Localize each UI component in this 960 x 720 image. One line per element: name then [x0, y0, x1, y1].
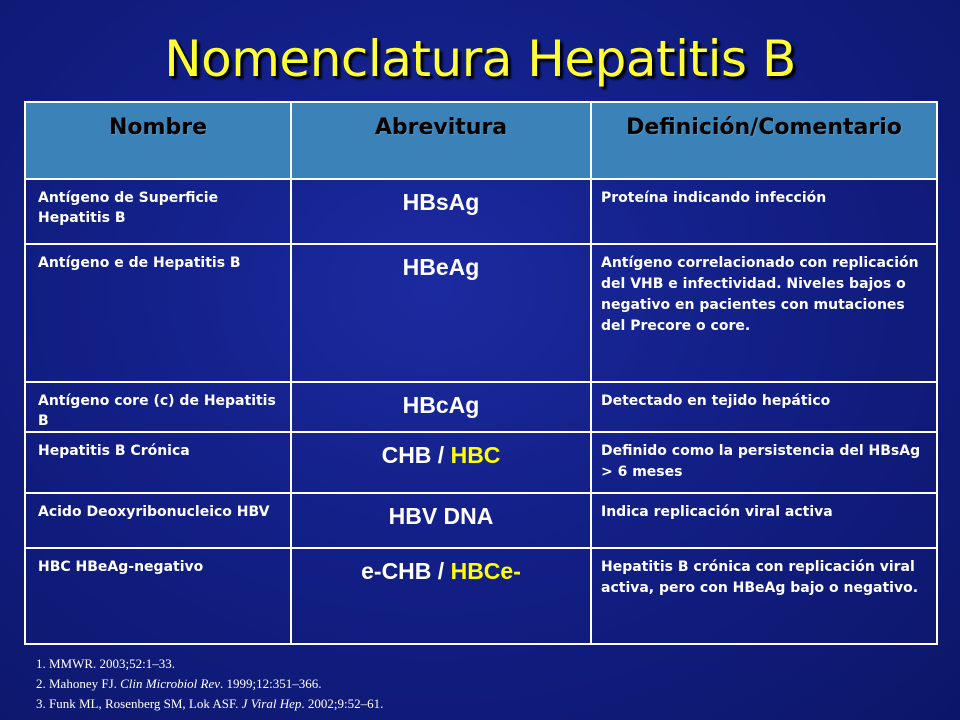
cell-abbreviation: HBcAg [291, 382, 591, 432]
cell-abbreviation [291, 432, 591, 493]
slide-title: Nomenclatura Hepatitis B [164, 30, 796, 88]
table-row [25, 244, 937, 382]
header-abbreviation: Abrevitura [291, 102, 591, 179]
cell-definition: Hepatitis B crónica con replicación viral activa, pero con HBeAg bajo o negativo. [591, 548, 937, 644]
cell-name: Hepatitis B Crónica [25, 432, 291, 493]
reference-item: 1. MMWR. 2003;52:1–33. [36, 656, 176, 671]
table-row [25, 179, 937, 244]
cell-name: HBC HBeAg-negativo [25, 548, 291, 644]
reference-item: 3. Funk ML, Rosenberg SM, Lok ASF. J Viral Hep. 2002;9:52–61. [36, 696, 384, 711]
abbr-highlight: HBC [450, 442, 501, 468]
header-name: Nombre [25, 102, 291, 179]
cell-name: Antígeno core (c) de Hepatitis B [25, 382, 291, 432]
reference-item: 2. Mahoney FJ. Clin Microbiol Rev. 1999;12:351–366. [36, 676, 322, 691]
table-row [25, 382, 937, 432]
cell-definition: Definido como la persistencia del HBsAg > 6 meses [591, 432, 937, 493]
table-header-row [25, 102, 937, 179]
cell-name: Antígeno de Superficie Hepatitis B [25, 179, 291, 244]
journal-name: Clin Microbiol Rev [120, 676, 221, 691]
cell-definition: Antígeno correlacionado con replicación del VHB e infectividad. Niveles bajos o negativo en pacientes con mutaciones del Precore o core. [591, 244, 937, 382]
nomenclature-table [24, 101, 938, 645]
cell-abbreviation [291, 548, 591, 644]
journal-name: J Viral Hep [241, 696, 302, 711]
cell-name: Acido Deoxyribonucleico HBV [25, 493, 291, 548]
header-definition: Definición/Comentario [591, 102, 937, 179]
abbr-main: CHB / [381, 442, 451, 468]
cell-abbreviation: HBeAg [291, 244, 591, 382]
references [36, 654, 383, 714]
cell-definition: Detectado en tejido hepático [591, 382, 937, 432]
cell-definition: Indica replicación viral activa [591, 493, 937, 548]
abbr-main: e-CHB / [361, 558, 451, 584]
cell-abbreviation: HBsAg [291, 179, 591, 244]
table-row [25, 548, 937, 644]
abbr-highlight: HBCe- [450, 558, 521, 584]
table-row [25, 432, 937, 493]
table-row [25, 493, 937, 548]
cell-name: Antígeno e de Hepatitis B [25, 244, 291, 382]
cell-definition: Proteína indicando infección [591, 179, 937, 244]
nomenclature-table-container [24, 101, 936, 647]
cell-abbreviation: HBV DNA [291, 493, 591, 548]
